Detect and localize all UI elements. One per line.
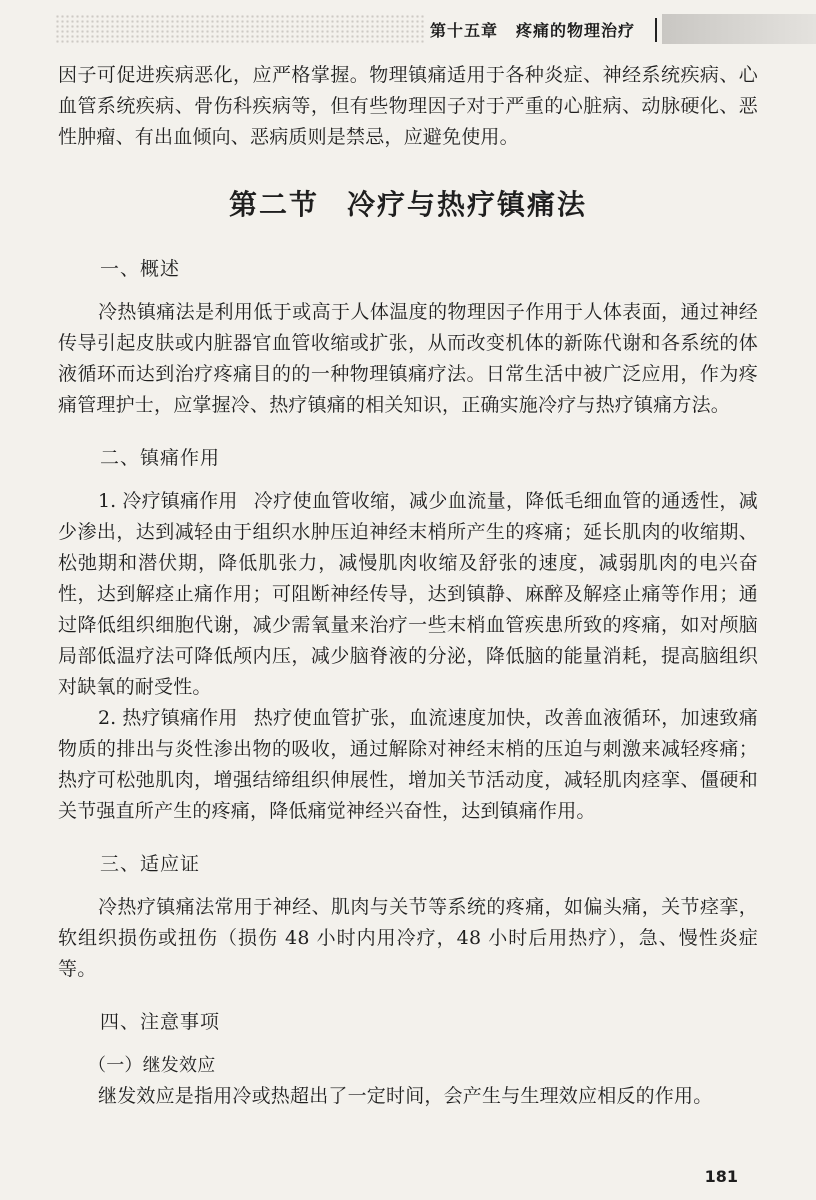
cold-therapy-text: 冷疗使血管收缩，减少血流量，降低毛细血管的通透性，减少渗出，达到减轻由于组织水肿压迫神经末梢所产生的疼痛；延长肌肉的收缩期、松弛期和潜伏期，降低肌张力，减慢肌肉收缩及舒张的速度，减弱肌肉的电兴奋性，达到解痉止痛作用；可阻断神经传导，达到镇静、麻醉及解痉止痛等作用；通过降低组织细胞代谢，减少需氧量来治疗一些末梢血管疾患所致的疼痛，如对颅脑局部低温疗法可降低颅内压，减少脑脊液的分泌，降低脑的能量消耗，提高脑组织对缺氧的耐受性。 (58, 490, 758, 698)
cold-therapy-title: 1. 冷疗镇痛作用 (98, 490, 238, 512)
page-body (58, 60, 758, 1112)
secondary-effect-paragraph: 继发效应是指用冷或热超出了一定时间，会产生与生理效应相反的作用。 (98, 1085, 713, 1107)
cold-therapy-paragraph (58, 486, 758, 703)
header-tab (662, 14, 816, 44)
heading-analgesic-effect: 二、镇痛作用 (100, 447, 221, 469)
heat-therapy-text: 热疗使血管扩张，血流速度加快，改善血液循环，加速致痛物质的排出与炎性渗出物的吸收，通过解除对神经末梢的压迫与刺激来减轻疼痛；热疗可松弛肌肉，增强结缔组织伸展性，增加关节活动度，减轻肌肉痉挛、僵硬和关节强直所产生的疼痛，降低痛觉神经兴奋性，达到镇痛作用。 (58, 707, 758, 822)
section-name: 冷疗与热疗镇痛法 (347, 188, 588, 221)
heading-precautions: 四、注意事项 (100, 1011, 221, 1033)
running-header (430, 14, 635, 44)
chapter-number: 第十五章 (430, 20, 499, 40)
section-title (58, 189, 758, 220)
intro-paragraph: 因子可促进疾病恶化，应严格掌握。物理镇痛适用于各种炎症、神经系统疾病、心血管系统疾病、骨伤科疾病等，但有些物理因子对于严重的心脏病、动脉硬化、恶性肿瘤、有出血倾向、恶病质则是禁忌，应避免使用。 (58, 64, 758, 148)
header-decoration (55, 14, 425, 44)
heat-therapy-paragraph (58, 703, 758, 827)
overview-paragraph: 冷热镇痛法是利用低于或高于人体温度的物理因子作用于人体表面，通过神经传导引起皮肤或内脏器官血管收缩或扩张，从而改变机体的新陈代谢和各系统的体液循环而达到治疗疼痛目的的一种物理镇痛疗法。日常生活中被广泛应用，作为疼痛管理护士，应掌握冷、热疗镇痛的相关知识，正确实施冷疗与热疗镇痛方法。 (58, 301, 758, 416)
section-number: 第二节 (228, 188, 319, 221)
subheading-secondary-effect: （一）继发效应 (88, 1055, 216, 1076)
indications-paragraph: 冷热疗镇痛法常用于神经、肌肉与关节等系统的疼痛，如偏头痛，关节痉挛，软组织损伤或扭伤（损伤 48 小时内用冷疗，48 小时后用热疗），急、慢性炎症等。 (58, 896, 758, 980)
header-divider (655, 18, 657, 42)
page-number: 181 (704, 1167, 738, 1186)
heat-therapy-title: 2. 热疗镇痛作用 (98, 707, 238, 729)
heading-indications: 三、适应证 (100, 853, 201, 875)
heading-overview: 一、概述 (100, 258, 181, 280)
chapter-title: 疼痛的物理治疗 (516, 20, 636, 40)
